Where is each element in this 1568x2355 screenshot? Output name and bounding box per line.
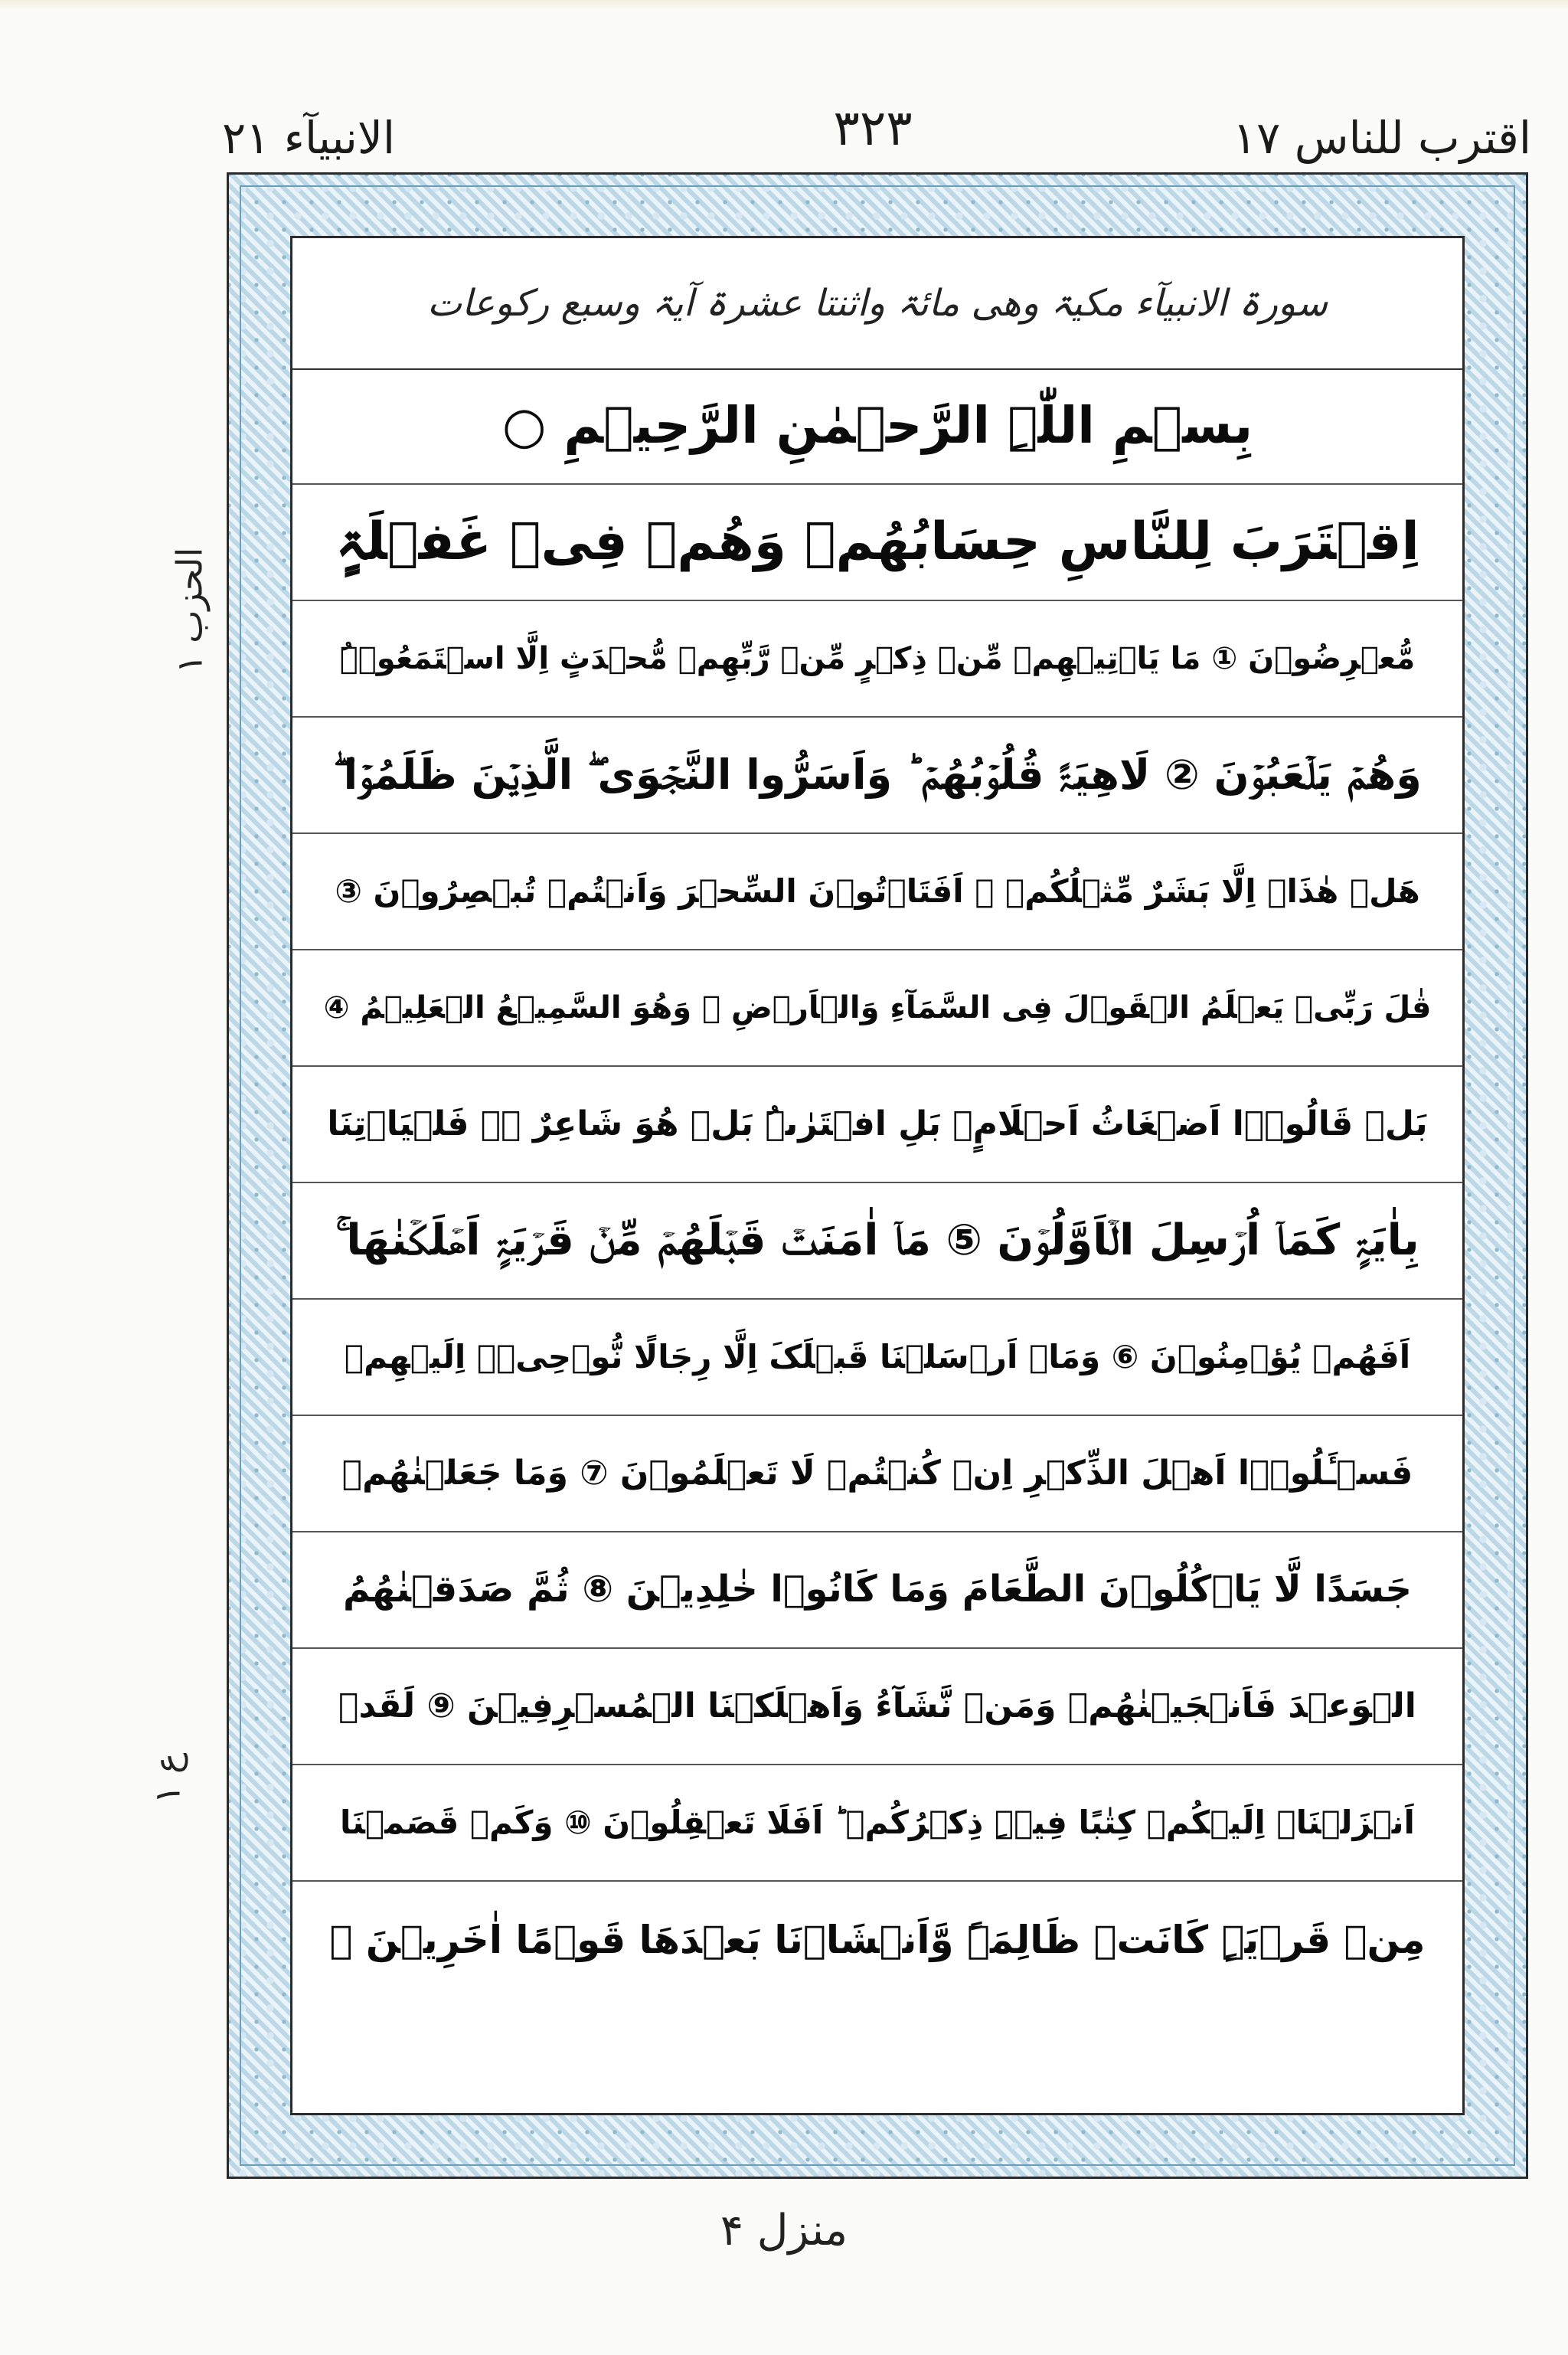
ayah-text: فَسۡـَٔلُوۡۤا اَھۡلَ الذِّکۡرِ اِنۡ کُنۡتُمۡ لَا تَعۡلَمُوۡنَ ⑦ وَمَا جَعَلۡنٰھُمۡ [341,1453,1413,1493]
text-line [292,1183,1462,1300]
surah-title: سورۃ الانبیآء مکیۃ وھی مائۃ واثنتا عشرۃ آیۃ وسبع رکوعات [426,282,1328,325]
ayah-text: جَسَدًا لَّا یَاۡکُلُوۡنَ الطَّعَامَ وَمَا کَانُوۡا خٰلِدِیۡنَ ⑧ ثُمَّ صَدَقۡنٰھُمُ [343,1568,1412,1611]
text-line [292,368,1462,485]
manzil-footer: منزل ۴ [720,2206,848,2255]
decorative-border [227,172,1528,2179]
ruku-marker: ع ١ [146,1752,188,1804]
text-line [292,950,1462,1067]
text-line [292,1416,1462,1532]
ayah-text: بِاٰیَۃٍ کَمَاۤ اُرۡسِلَ الۡاَوَّلُوۡنَ ⑤ مَاۤ اٰمَنَتۡ قَبۡلَھُمۡ مِّنۡ قَرۡیَۃٍ اَھۡلَکۡنٰھَا ۚ [335,1215,1419,1266]
surah-name: الانبیآء ٢١ [222,112,396,164]
ayah-text: مُّعۡرِضُوۡنَ ① مَا یَاۡتِیۡھِمۡ مِّنۡ ذِکۡرٍ مِّنۡ رَّبِّھِمۡ مُّحۡدَثٍ اِلَّا اسۡتَمَعُوۡہُ [339,641,1416,676]
bismillah: بِسۡمِ اللّٰہِ الرَّحۡمٰنِ الرَّحِیۡمِ ○ [501,396,1253,456]
text-line [292,601,1462,718]
ayah-text: اِقۡتَرَبَ لِلنَّاسِ حِسَابُھُمۡ وَھُمۡ فِیۡ غَفۡلَۃٍ [335,512,1419,573]
text-line [292,485,1462,601]
ayah-text: اَفَھُمۡ یُؤۡمِنُوۡنَ ⑥ وَمَاۤ اَرۡسَلۡنَا قَبۡلَکَ اِلَّا رِجَالًا نُّوۡحِیۡۤ اِلَیۡھِمۡ [344,1337,1411,1375]
ayah-text: وَھُمۡ یَلۡعَبُوۡنَ ② لَاھِیَۃً قُلُوۡبُھُمۡ ؕ وَاَسَرُّوا النَّجۡوَی ۖ الَّذِیۡنَ ظَلَمُوۡا ۖ [333,750,1422,799]
text-line [292,1300,1462,1416]
juz-marker: الحزب ١ [168,547,211,674]
ayah-text: قٰلَ رَبِّیۡ یَعۡلَمُ الۡقَوۡلَ فِی السَّمَآءِ وَالۡاَرۡضِ ۫ وَھُوَ السَّمِیۡعُ الۡعَلِیۡمُ ④ [323,990,1432,1025]
ayah-text: الۡوَعۡدَ فَاَنۡجَیۡنٰھُمۡ وَمَنۡ نَّشَآءُ وَاَھۡلَکۡنَا الۡمُسۡرِفِیۡنَ ⑨ لَقَدۡ [338,1686,1416,1725]
text-line [292,1532,1462,1649]
top-edge [0,0,1568,11]
text-panel [290,236,1465,2115]
para-name: اقترب للناس ١٧ [1233,112,1531,164]
ayah-text: بَلۡ قَالُوۡۤا اَضۡغَاثُ اَحۡلَامٍۭ بَلِ افۡتَرٰىہُ بَلۡ ھُوَ شَاعِرٌ ۚۖ فَلۡیَاۡتِنَا [327,1104,1428,1143]
text-line [292,1882,1462,1998]
page-header [207,84,1539,184]
ayah-text: اَنۡزَلۡنَاۤ اِلَیۡکُمۡ کِتٰبًا فِیۡہِ ذِکۡرُکُمۡ ؕ اَفَلَا تَعۡقِلُوۡنَ ⑩ وَکَمۡ قَصَمۡنَا [340,1803,1415,1841]
text-line [292,834,1462,950]
surah-title-band [292,238,1462,370]
page-number: ٣٢٣ [833,100,913,157]
text-line [292,1649,1462,1765]
text-line [292,718,1462,834]
ayah-text: ھَلۡ ھٰذَاۤ اِلَّا بَشَرٌ مِّثۡلُکُمۡ ۚ اَفَتَاۡتُوۡنَ السِّحۡرَ وَاَنۡتُمۡ تُبۡصِرُوۡنَ ③ [335,872,1420,910]
text-line [292,1067,1462,1183]
ayah-text: مِنۡ قَرۡیَۃٍ کَانَتۡ ظَالِمَۃً وَّاَنۡشَاۡنَا بَعۡدَھَا قَوۡمًا اٰخَرِیۡنَ ⑪ [329,1918,1426,1962]
text-line [292,1765,1462,1882]
